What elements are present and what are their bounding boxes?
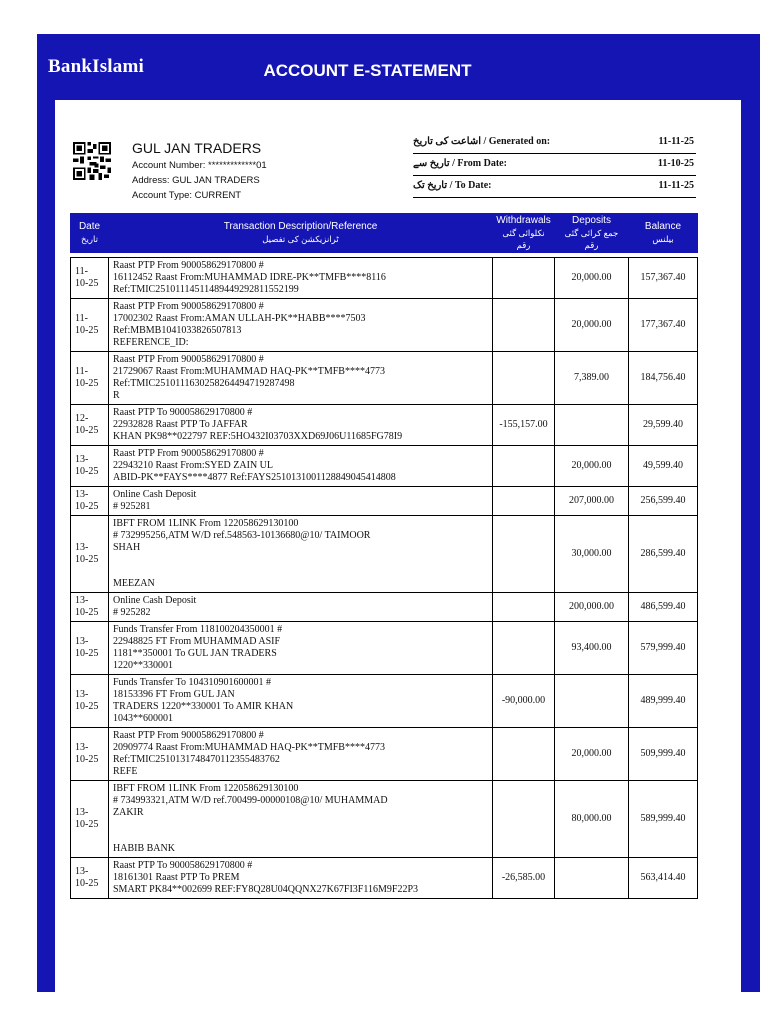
row-deposit xyxy=(555,675,629,728)
row-deposit: 20,000.00 xyxy=(555,446,629,487)
row-description: Raast PTP To 900058629170800 # 22932828 Raast PTP To JAFFAR KHAN PK98**022797 REF:5HO432I03703XXD69J06U11685FG78I9 xyxy=(109,405,493,446)
row-description: Raast PTP From 900058629170800 # 16112452 Raast From:MUHAMMAD IDRE-PK**TMFB****8116 Ref:TMIC25101114511489449292811552199 xyxy=(109,258,493,299)
meta-label: تاریخ سے / From Date: xyxy=(413,158,507,169)
row-description: Funds Transfer From 118100204350001 # 22948825 FT From MUHAMMAD ASIF 1181**350001 To GUL JAN TRADERS 1220**330001 xyxy=(109,622,493,675)
row-withdrawal xyxy=(493,516,555,593)
col-date xyxy=(71,214,109,253)
row-balance: 286,599.40 xyxy=(629,516,698,593)
row-description: Online Cash Deposit # 925281 xyxy=(109,487,493,516)
table-row xyxy=(71,622,698,675)
col-deposits xyxy=(555,214,629,253)
bank-logo: BankIslami xyxy=(48,56,144,77)
row-date: 11- 10-25 xyxy=(71,352,109,405)
table-row xyxy=(71,299,698,352)
row-date: 13- 10-25 xyxy=(71,675,109,728)
table-row xyxy=(71,593,698,622)
row-withdrawal xyxy=(493,258,555,299)
col-label-urdu: ٹرانزیکشن کی تفصیل xyxy=(262,234,339,244)
table-row xyxy=(71,675,698,728)
row-date: 13- 10-25 xyxy=(71,858,109,899)
row-date: 12- 10-25 xyxy=(71,405,109,446)
meta-value: 11-11-25 xyxy=(658,136,694,147)
row-deposit: 200,000.00 xyxy=(555,593,629,622)
col-label: Deposits xyxy=(572,215,611,226)
row-deposit xyxy=(555,858,629,899)
row-balance: 563,414.40 xyxy=(629,858,698,899)
row-withdrawal xyxy=(493,446,555,487)
col-label-urdu: تاریخ xyxy=(81,234,98,244)
row-description: Funds Transfer To 104310901600001 # 18153396 FT From GUL JAN TRADERS 1220**330001 To AMIR KHAN 1043**600001 xyxy=(109,675,493,728)
col-withdrawals xyxy=(493,214,555,253)
meta-value: 11-11-25 xyxy=(658,180,694,191)
transactions-body xyxy=(71,253,698,899)
table-row xyxy=(71,405,698,446)
customer-name: GUL JAN TRADERS xyxy=(132,140,262,156)
row-balance: 29,599.40 xyxy=(629,405,698,446)
row-date: 11- 10-25 xyxy=(71,258,109,299)
table-row xyxy=(71,446,698,487)
table-row xyxy=(71,487,698,516)
meta-value: 11-10-25 xyxy=(657,158,694,169)
col-label: Transaction Description/Reference xyxy=(223,221,378,232)
meta-generated-on xyxy=(413,134,696,154)
col-description xyxy=(109,214,493,253)
table-row xyxy=(71,728,698,781)
row-description: Online Cash Deposit # 925282 xyxy=(109,593,493,622)
row-deposit: 20,000.00 xyxy=(555,728,629,781)
row-date: 13- 10-25 xyxy=(71,487,109,516)
row-deposit: 7,389.00 xyxy=(555,352,629,405)
table-row xyxy=(71,858,698,899)
row-withdrawal: -90,000.00 xyxy=(493,675,555,728)
row-balance: 256,599.40 xyxy=(629,487,698,516)
table-row xyxy=(71,781,698,858)
row-balance: 184,756.40 xyxy=(629,352,698,405)
row-withdrawal xyxy=(493,781,555,858)
account-number: Account Number: *************01 xyxy=(132,160,267,171)
row-date: 13- 10-25 xyxy=(71,593,109,622)
page-title: ACCOUNT E-STATEMENT xyxy=(263,61,472,80)
meta-label: تاریخ تک / To Date: xyxy=(413,180,492,191)
row-balance: 49,599.40 xyxy=(629,446,698,487)
row-withdrawal xyxy=(493,593,555,622)
row-balance: 589,999.40 xyxy=(629,781,698,858)
row-date: 13- 10-25 xyxy=(71,446,109,487)
row-deposit: 20,000.00 xyxy=(555,299,629,352)
row-balance: 579,999.40 xyxy=(629,622,698,675)
transactions-table xyxy=(70,213,698,899)
table-header xyxy=(71,214,698,253)
col-label: Date xyxy=(78,221,101,232)
col-label: Withdrawals xyxy=(496,215,551,226)
row-withdrawal xyxy=(493,299,555,352)
row-withdrawal xyxy=(493,487,555,516)
customer-address: Address: GUL JAN TRADERS xyxy=(132,175,260,186)
row-deposit xyxy=(555,405,629,446)
row-description: Raast PTP From 900058629170800 # 20909774 Raast From:MUHAMMAD HAQ-PK**TMFB****4773 Ref:TMIC25101317484701123554837​62 REFE xyxy=(109,728,493,781)
row-balance: 157,367.40 xyxy=(629,258,698,299)
row-date: 13- 10-25 xyxy=(71,781,109,858)
row-withdrawal xyxy=(493,352,555,405)
row-withdrawal xyxy=(493,728,555,781)
row-description: IBFT FROM 1LINK From 122058629130100 # 734993321,ATM W/D ref.700499-00000108@10/ MUHAMMAD ZAKIR HABIB BANK xyxy=(109,781,493,858)
row-description: Raast PTP From 900058629170800 # 17002302 Raast From:AMAN ULLAH-PK**HABB****7503 Ref:MBMB1041033826507813 REFERENCE_ID: xyxy=(109,299,493,352)
col-label-urdu: بیلنس xyxy=(652,234,674,244)
row-balance: 486,599.40 xyxy=(629,593,698,622)
row-description: Raast PTP From 900058629170800 # 21729067 Raast From:MUHAMMAD HAQ-PK**TMFB****4773 Ref:TMIC25101116302582644947192874​98 R xyxy=(109,352,493,405)
row-balance: 177,367.40 xyxy=(629,299,698,352)
table-row xyxy=(71,258,698,299)
meta-from-date xyxy=(413,156,696,176)
row-deposit: 93,400.00 xyxy=(555,622,629,675)
row-withdrawal: -26,585.00 xyxy=(493,858,555,899)
row-deposit: 30,000.00 xyxy=(555,516,629,593)
row-withdrawal xyxy=(493,622,555,675)
qr-code-icon xyxy=(73,142,111,180)
table-row xyxy=(71,352,698,405)
meta-label: اشاعت کی تاریخ / Generated on: xyxy=(413,136,551,147)
row-date: 11- 10-25 xyxy=(71,299,109,352)
row-deposit: 207,000.00 xyxy=(555,487,629,516)
row-deposit: 80,000.00 xyxy=(555,781,629,858)
row-balance: 489,999.40 xyxy=(629,675,698,728)
row-description: Raast PTP From 900058629170800 # 22943210 Raast From:SYED ZAIN UL ABID-PK**FAYS****4877 Ref:FAYS25101310011288490454148​08 xyxy=(109,446,493,487)
meta-to-date xyxy=(413,178,696,198)
row-deposit: 20,000.00 xyxy=(555,258,629,299)
row-date: 13- 10-25 xyxy=(71,516,109,593)
account-type: Account Type: CURRENT xyxy=(132,190,242,201)
row-date: 13- 10-25 xyxy=(71,728,109,781)
table-row xyxy=(71,516,698,593)
row-description: Raast PTP To 900058629170800 # 18161301 Raast PTP To PREM SMART PK84**002699 REF:FY8Q28U04QQNX27K67FI3F116M9F22P3 xyxy=(109,858,493,899)
row-balance: 509,999.40 xyxy=(629,728,698,781)
col-label-urdu: جمع کرائی گئی رقم xyxy=(564,228,619,250)
col-label-urdu: نکلوائی گئی رقم xyxy=(502,228,545,250)
col-label: Balance xyxy=(644,221,682,232)
row-withdrawal: -155,157.00 xyxy=(493,405,555,446)
row-date: 13- 10-25 xyxy=(71,622,109,675)
row-description: IBFT FROM 1LINK From 122058629130100 # 732995256,ATM W/D ref.548563-10136680@10/ TAIMOOR SHAH MEEZAN xyxy=(109,516,493,593)
col-balance xyxy=(629,214,698,253)
